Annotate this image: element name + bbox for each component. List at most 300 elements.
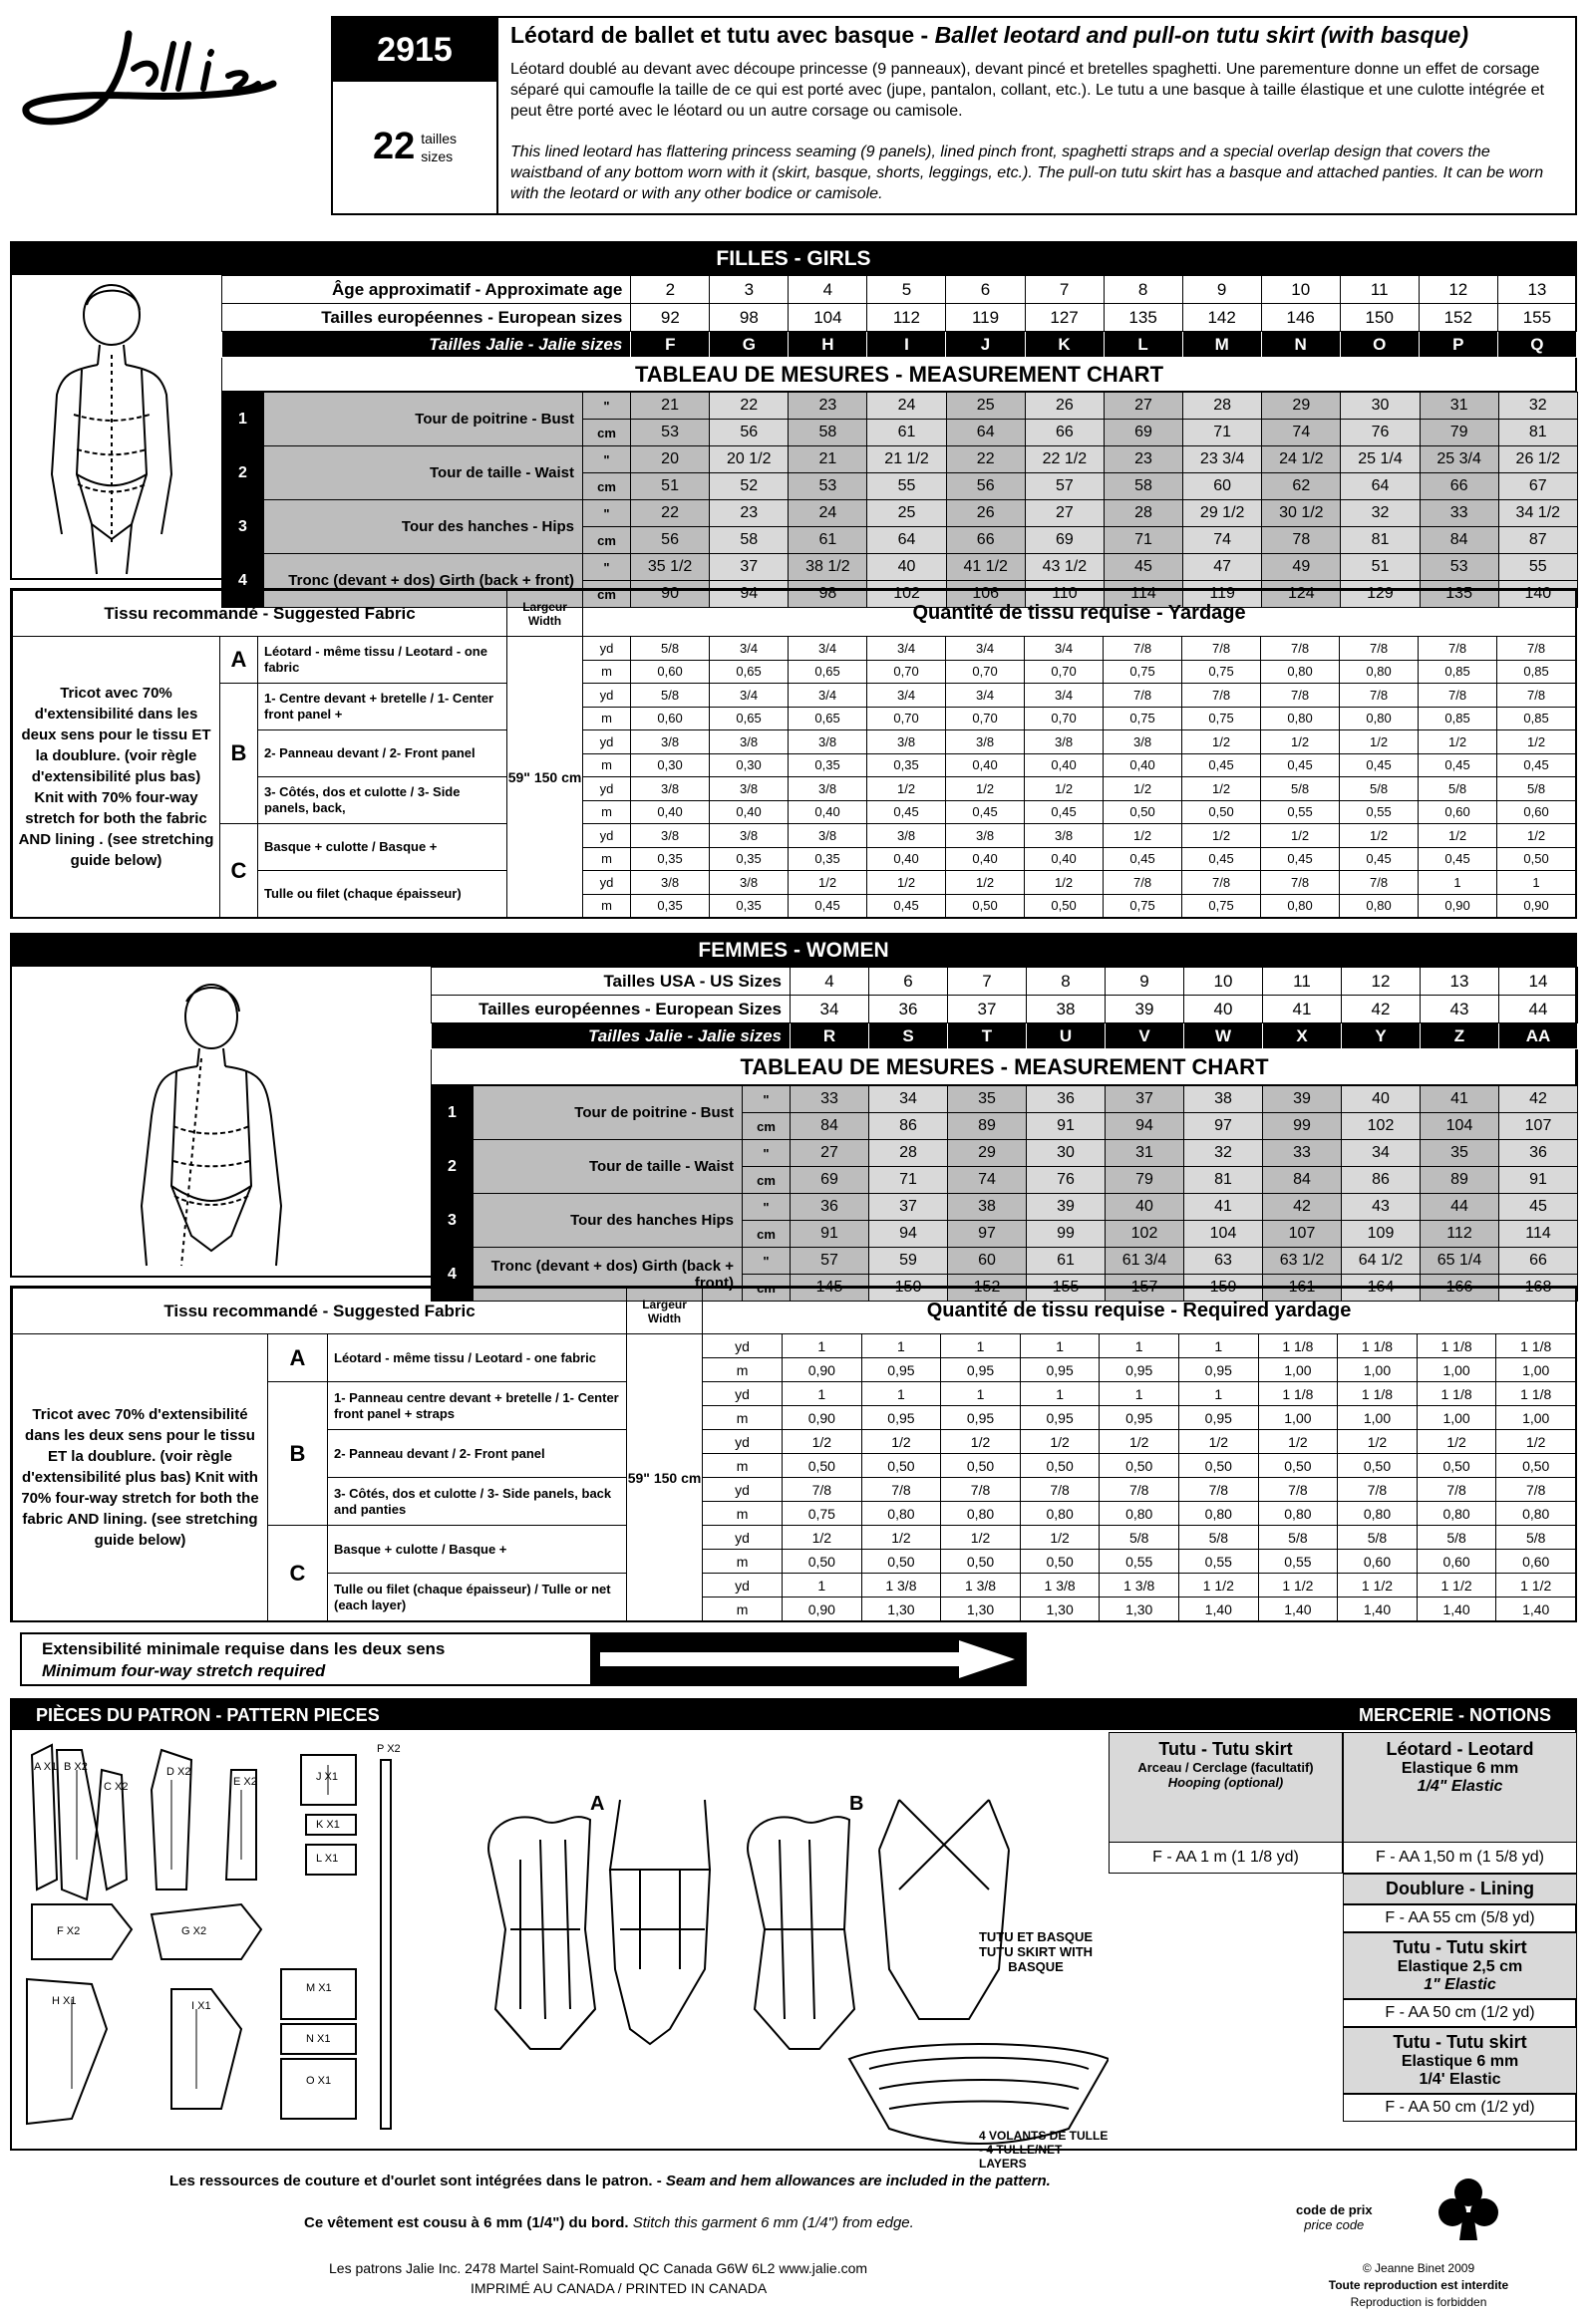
measure-value: 102 [1342,1113,1421,1140]
yardage-value: 0,40 [1025,847,1104,871]
measure-number: 1 [432,1086,474,1140]
measure-value: 21 [789,446,867,473]
yardage-value: 7/8 [1419,637,1497,661]
unit-label: yd [703,1526,783,1550]
measure-value: 94 [1106,1113,1184,1140]
yardage-value: 0,65 [789,707,867,730]
yardage-value: 1,00 [1496,1358,1576,1382]
yardage-value: 1 3/8 [941,1574,1021,1598]
measure-label: Tour de taille - Waist [474,1140,743,1194]
measure-value: 27 [1025,500,1104,527]
unit-label: m [583,894,631,918]
yardage-value: 0,65 [789,660,867,684]
yardage-value: 1 3/8 [861,1574,941,1598]
yardage-value: 3/8 [867,730,946,754]
yardage-value: 0,80 [1258,1502,1338,1526]
women-chart-title: TABLEAU DE MESURES - MEASUREMENT CHART [432,1049,1578,1085]
unit-label: cm [583,527,631,554]
yardage-value: 1 1/2 [1258,1574,1338,1598]
jalie-logo-icon [14,14,283,134]
measure-value: 22 [710,393,789,420]
measure-value: 58 [710,527,789,554]
notion-tutu2-qty: F - AA 50 cm (1/2 yd) [1343,1999,1577,2027]
yardage-value: 1 3/8 [1020,1574,1100,1598]
yardage-value: 0,50 [783,1550,862,1574]
piece-label: B X2 [64,1761,88,1773]
yardage-value: 0,90 [1497,894,1576,918]
yardage-value: 5/8 [1417,1526,1496,1550]
width-header: Largeur Width [507,591,583,637]
yardage-value: 0,45 [1182,847,1261,871]
girls-eu: 104 [789,304,867,332]
measure-value: 23 [789,393,867,420]
yardage-value: 1/2 [1496,1430,1576,1454]
yardage-value: 3/8 [789,777,867,801]
yardage-value: 0,80 [861,1502,941,1526]
yardage-value: 1,30 [941,1598,1021,1621]
yardage-value: 7/8 [1182,684,1261,708]
yardage-value: 7/8 [1104,684,1182,708]
measure-number: 4 [222,554,264,608]
yardage-piece-label: 1- Panneau centre devant + bretelle / 1- Center front panel + straps [328,1382,627,1430]
group-letter: B [220,684,258,824]
women-eu: 34 [791,996,869,1023]
yardage-value: 3/4 [867,637,946,661]
women-us: 6 [869,968,948,996]
measure-value: 22 [631,500,710,527]
measure-value: 41 [1421,1086,1499,1113]
sizes-fr: tailles [421,130,458,146]
yardage-value: 7/8 [1104,637,1182,661]
yardage-piece-label: Basque + culotte / Basque + [328,1526,627,1574]
width-header: Largeur Width [627,1289,703,1334]
yardage-value: 0,50 [1179,1454,1259,1478]
notion-leotard-fr: Elastique 6 mm [1401,1760,1519,1777]
yardage-value: 0,50 [1020,1550,1100,1574]
yardage-value: 1,30 [1020,1598,1100,1621]
notion-hoop-en: Hooping (optional) [1167,1775,1284,1790]
women-jalie: AA [1499,1023,1578,1049]
yardage-value: 1/2 [867,777,946,801]
unit-label: " [583,554,631,581]
measure-value: 31 [1420,393,1498,420]
unit-label: " [743,1140,791,1167]
measure-value: 53 [631,420,710,446]
notion-hoop-qty: F - AA 1 m (1 1/8 yd) [1110,1842,1342,1873]
yardage-value: 1 [941,1334,1021,1358]
girls-jalie: L [1104,332,1182,358]
girls-jalie: O [1340,332,1419,358]
measure-value: 22 1/2 [1025,446,1104,473]
yardage-value: 3/8 [631,871,710,895]
yardage-value: 0,95 [861,1406,941,1430]
measure-value: 35 [1421,1140,1499,1167]
yardage-value: 0,45 [867,894,946,918]
women-eu: 39 [1106,996,1184,1023]
measure-value: 32 [1184,1140,1263,1167]
measure-value: 161 [1263,1275,1342,1302]
yardage-value: 0,50 [783,1454,862,1478]
yardage-value: 0,80 [941,1502,1021,1526]
yardage-value: 1,00 [1417,1358,1496,1382]
girls-age: 2 [631,276,710,304]
yardage-value: 7/8 [1179,1478,1259,1502]
yardage-value: 0,40 [789,800,867,824]
yardage-value: 0,95 [1179,1358,1259,1382]
measure-value: 104 [1184,1221,1263,1248]
yardage-value: 0,80 [1020,1502,1100,1526]
group-letter: A [220,637,258,684]
measure-value: 45 [1499,1194,1578,1221]
yardage-value: 0,45 [946,800,1025,824]
yardage-value: 3/8 [946,824,1025,848]
piece-label: J X1 [316,1771,339,1783]
measure-value: 20 [631,446,710,473]
yardage-value: 0,65 [710,707,789,730]
measure-number: 3 [432,1194,474,1248]
measure-number: 2 [432,1140,474,1194]
yardage-value: 0,70 [946,707,1025,730]
yardage-value: 5/8 [1100,1526,1179,1550]
yardage-value: 1/2 [946,777,1025,801]
yardage-value: 0,45 [1497,753,1576,777]
girls-age: 5 [867,276,946,304]
yardage-value: 0,75 [1182,660,1261,684]
yardage-value: 0,80 [1261,660,1340,684]
stretch-guide [20,1632,1027,1686]
yardage-value: 0,45 [867,800,946,824]
measure-label: Tour de taille - Waist [264,446,583,500]
girls-size-table [221,275,1577,608]
yardage-value: 1/2 [1182,777,1261,801]
brand-logo [14,14,283,134]
group-letter: C [268,1526,328,1621]
yardage-value: 3/8 [631,730,710,754]
yardage-value: 7/8 [941,1478,1021,1502]
measure-value: 29 1/2 [1183,500,1262,527]
yardage-value: 0,55 [1261,800,1340,824]
yardage-value: 0,80 [1340,660,1419,684]
yardage-value: 1/2 [1182,730,1261,754]
yardage-value: 0,85 [1497,660,1576,684]
yardage-value: 5/8 [1261,777,1340,801]
yardage-value: 1 [1020,1382,1100,1406]
view-a-label: A [590,1793,605,1815]
yardage-value: 1/2 [1104,777,1182,801]
measure-value: 38 [948,1194,1027,1221]
measure-value: 36 [1027,1086,1106,1113]
yardage-value: 0,85 [1419,660,1497,684]
measure-value: 27 [1104,393,1182,420]
measure-label: Tronc (devant + dos) Girth (back + front) [474,1248,743,1302]
measure-value: 36 [791,1194,869,1221]
measure-value: 53 [1420,554,1498,581]
yardage-value: 7/8 [1258,1478,1338,1502]
measure-value: 51 [631,473,710,500]
measure-value: 76 [1027,1167,1106,1194]
yardage-value: 1/2 [1020,1526,1100,1550]
stretch-arrow-icon [590,1634,1025,1684]
measure-value: 104 [1421,1113,1499,1140]
yardage-value: 0,40 [631,800,710,824]
notions-panel [1109,1732,1577,2149]
yardage-value: 5/8 [1340,777,1419,801]
yardage-value: 0,80 [1261,707,1340,730]
price-code-en: price code [1304,2217,1365,2232]
yardage-value: 0,40 [946,847,1025,871]
measure-value: 37 [1106,1086,1184,1113]
piece-label: G X2 [181,1925,207,1937]
yardage-value: 0,80 [1261,894,1340,918]
measure-value: 86 [869,1113,948,1140]
measure-value: 107 [1263,1221,1342,1248]
yardage-value: 0,95 [1100,1406,1179,1430]
yardage-value: 3/8 [1025,730,1104,754]
measure-value: 164 [1342,1275,1421,1302]
yardage-value: 7/8 [1340,684,1419,708]
measure-value: 32 [1498,393,1577,420]
yardage-value: 3/4 [789,684,867,708]
measure-value: 45 [1104,554,1182,581]
unit-label: yd [583,871,631,895]
measure-value: 26 [946,500,1025,527]
measure-value: 65 1/4 [1421,1248,1499,1275]
girls-age: 12 [1419,276,1497,304]
pattern-pieces-section [10,1698,1577,2171]
measure-value: 91 [1027,1113,1106,1140]
women-us: 4 [791,968,869,996]
yardage-value: 1/2 [783,1526,862,1550]
piece-label: F X2 [57,1925,81,1937]
yardage-value: 1 1/2 [1496,1574,1576,1598]
yardage-value: 0,45 [1182,753,1261,777]
women-eu: 40 [1184,996,1263,1023]
yardage-value: 1/2 [1340,730,1419,754]
measure-value: 25 [867,500,946,527]
measure-value: 52 [710,473,789,500]
yardage-value: 0,55 [1258,1550,1338,1574]
yardage-value: 0,35 [710,894,789,918]
measure-value: 42 [1499,1086,1578,1113]
yardage-value: 3/8 [710,777,789,801]
yardage-value: 0,60 [631,660,710,684]
measure-value: 26 1/2 [1498,446,1577,473]
notion-lining-title: Doublure - Lining [1343,1874,1577,1904]
girls-eu: 112 [867,304,946,332]
yardage-value: 1/2 [1258,1430,1338,1454]
unit-label: " [583,393,631,420]
measure-value: 58 [1104,473,1182,500]
notion-tutu2-en: 1" Elastic [1424,1976,1496,1993]
pattern-pieces-diagram [12,1730,451,2149]
fabric-note: Tricot avec 70% d'extensibilité dans les deux sens pour le tissu ET la doublure. (voir règle d'extensibilité plus bas) Knit with 70% four-way stretch for both the fabric AND lining . (see stretching guide below) [13,637,220,918]
yardage-value: 0,40 [867,847,946,871]
measure-value: 40 [1106,1194,1184,1221]
women-us: 7 [948,968,1027,996]
yardage-value: 0,60 [1497,800,1576,824]
girls-age: 3 [710,276,789,304]
measure-value: 57 [1025,473,1104,500]
yardage-value: 0,85 [1419,707,1497,730]
yardage-value: 3/8 [789,824,867,848]
measure-value: 98 [789,581,867,608]
girls-eu: 155 [1497,304,1576,332]
piece-label: K X1 [316,1819,340,1831]
measure-number: 1 [222,393,264,446]
measure-value: 30 1/2 [1262,500,1341,527]
yardage-value: 0,35 [789,753,867,777]
yardage-value: 1 3/8 [1100,1574,1179,1598]
measure-value: 33 [1263,1140,1342,1167]
girls-eu: 135 [1104,304,1182,332]
yardage-value: 0,45 [1261,753,1340,777]
table-row [222,393,1578,420]
tutu-layers: 4 VOLANTS DE TULLE - 4 TULLE/NET LAYERS [979,2129,1109,2171]
unit-label: " [743,1194,791,1221]
measure-value: 99 [1263,1113,1342,1140]
girls-yardage-section [10,588,1577,919]
piece-label: N X1 [306,2033,331,2045]
yardage-value: 0,45 [1340,847,1419,871]
piece-label: M X1 [306,1982,332,1994]
women-jalie: S [869,1023,948,1049]
yardage-value: 3/4 [789,637,867,661]
girls-eu: 146 [1261,304,1340,332]
yardage-piece-label: Léotard - même tissu / Leotard - one fabric [328,1334,627,1382]
yardage-value: 1/2 [941,1430,1021,1454]
footer-sew-note: Ce vêtement est cousu à 6 mm (1/4") du bord. Stitch this garment 6 mm (1/4") from edge. [304,2214,914,2231]
measure-value: 107 [1499,1113,1578,1140]
measure-value: 38 [1184,1086,1263,1113]
measure-value: 21 1/2 [867,446,946,473]
measure-value: 89 [1421,1167,1499,1194]
yardage-value: 5/8 [1419,777,1497,801]
girls-age: 7 [1025,276,1104,304]
copyright: © Jeanne Binet 2009 Toute reproduction est interdite Reproduction is forbidden [1328,2261,1509,2309]
girls-chart-title: TABLEAU DE MESURES - MEASUREMENT CHART [222,358,1577,392]
measure-value: 59 [869,1248,948,1275]
yardage-value: 0,80 [1417,1502,1496,1526]
unit-label: yd [583,637,631,661]
women-us: 13 [1421,968,1499,996]
girls-figure [12,275,221,580]
measure-value: 67 [1498,473,1577,500]
tutu-title-fr: TUTU ET BASQUE [978,1929,1094,1944]
yardage-value: 1 1/2 [1338,1574,1418,1598]
women-eu: 37 [948,996,1027,1023]
yardage-value: 1,00 [1338,1406,1418,1430]
pattern-pieces-icon [12,1730,451,2149]
measure-value: 55 [867,473,946,500]
measure-number: 2 [222,446,264,500]
measure-value: 56 [946,473,1025,500]
fabric-header: Tissu recommandé - Suggested Fabric [13,591,507,637]
girls-eu: 92 [631,304,710,332]
measure-value: 69 [791,1167,869,1194]
measure-value: 69 [1025,527,1104,554]
yardage-value: 1 [861,1334,941,1358]
club-icon [1434,2175,1503,2249]
measure-value: 24 [789,500,867,527]
group-letter: A [268,1334,328,1382]
description-en: This lined leotard has flattering princess seaming (9 panels), lined pinch front, spaghetti straps and a special overlap design that covers the waistband of any bottom worn with it (skirt, basque, shorts, leggings, etc.). The pull-on tutu skirt has a basque and attached panties. It can be worn with the leotard or with any other bodice or camisole. [510,144,1544,202]
unit-label: m [703,1406,783,1430]
measure-value: 57 [791,1248,869,1275]
women-us: 12 [1342,968,1421,996]
measure-value: 102 [1106,1221,1184,1248]
yardage-value: 0,85 [1497,707,1576,730]
yardage-value: 1 1/8 [1496,1334,1576,1358]
measure-value: 21 [631,393,710,420]
yardage-piece-label: Basque + culotte / Basque + [258,824,507,871]
yardage-value: 1/2 [1497,730,1576,754]
measure-value: 90 [631,581,710,608]
yardage-value: 1/2 [946,871,1025,895]
measure-value: 74 [948,1167,1027,1194]
measure-value: 140 [1498,581,1577,608]
yardage-value: 7/8 [1100,1478,1179,1502]
measure-value: 35 [948,1086,1027,1113]
yardage-value: 3/4 [1025,684,1104,708]
girls-section [10,241,1577,602]
yardage-value: 1 1/8 [1417,1382,1496,1406]
yardage-header: Quantité de tissu requise - Yardage [583,591,1576,637]
yardage-value: 7/8 [1261,684,1340,708]
yardage-value: 1/2 [1419,824,1497,848]
table-row [432,1140,1578,1167]
unit-label: m [583,847,631,871]
yardage-value: 1,40 [1417,1598,1496,1621]
yardage-value: 1,00 [1496,1406,1576,1430]
unit-label: yd [703,1574,783,1598]
measure-value: 24 1/2 [1262,446,1341,473]
yardage-value: 7/8 [1261,871,1340,895]
yardage-value: 3/4 [867,684,946,708]
yardage-value: 0,45 [1104,847,1182,871]
women-yardage-section [10,1286,1577,1622]
yardage-value: 0,60 [1496,1550,1576,1574]
unit-label: cm [743,1275,791,1302]
unit-label: m [703,1358,783,1382]
yardage-value: 5/8 [631,637,710,661]
yardage-value: 7/8 [1182,871,1261,895]
piece-label: A X1 [34,1761,58,1773]
yardage-value: 1/2 [1020,1430,1100,1454]
measure-value: 145 [791,1275,869,1302]
table-row [13,1334,1576,1358]
unit-label: yd [703,1430,783,1454]
measure-value: 41 1/2 [946,554,1025,581]
yardage-value: 1/2 [1417,1430,1496,1454]
yardage-value: 1/2 [1179,1430,1259,1454]
notion-tutu2-title: Tutu - Tutu skirt [1393,1937,1527,1957]
unit-label: m [703,1550,783,1574]
table-header-row [13,1289,1576,1334]
yardage-value: 1,40 [1258,1598,1338,1621]
measure-value: 34 [1342,1140,1421,1167]
yardage-value: 0,90 [783,1598,862,1621]
measure-value: 76 [1341,420,1420,446]
yardage-value: 7/8 [1340,637,1419,661]
pattern-number: 2915 [333,18,496,82]
women-jalie: V [1106,1023,1184,1049]
table-row [432,1248,1578,1275]
yardage-value: 1 1/8 [1258,1334,1338,1358]
measure-value: 150 [869,1275,948,1302]
notion-leotard-en: 1/4" Elastic [1417,1778,1503,1795]
yardage-value: 0,95 [1020,1358,1100,1382]
unit-label: " [583,446,631,473]
